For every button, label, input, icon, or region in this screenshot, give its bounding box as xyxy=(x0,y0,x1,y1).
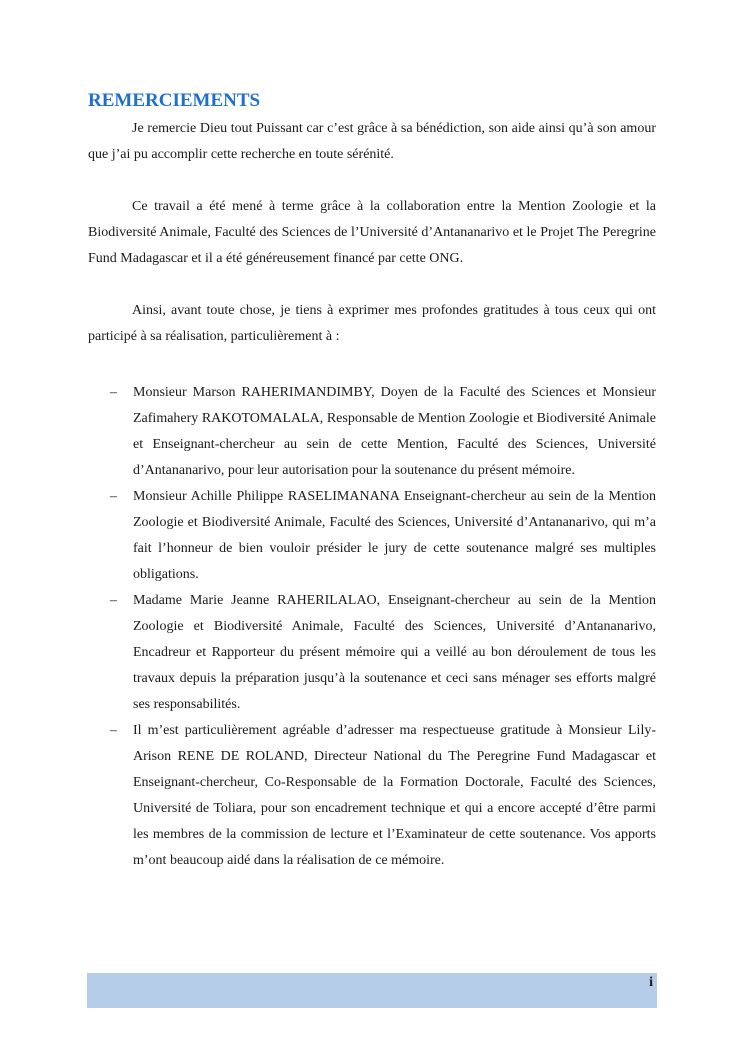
bullet-dash: – xyxy=(110,385,117,400)
list-item-text: Monsieur Achille Philippe RASELIMANANA Enseignant-chercheur au sein de la Mention Zoologie et Biodiversité Animale, Faculté des Sciences, Université d’Antananarivo, qui m’a fait l’honneur de bien vouloir présider le jury de cette soutenance malgré ses multiples obligations. xyxy=(133,489,656,582)
paragraph-gratitude: Ainsi, avant toute chose, je tiens à exprimer mes profondes gratitudes à tous ceux qui ont participé à sa réalisation, particulièrement à : xyxy=(88,303,656,344)
spacer xyxy=(88,350,656,380)
thanks-list xyxy=(88,380,656,874)
paragraph-intro: Je remercie Dieu tout Puissant car c’est grâce à sa bénédiction, son aide ainsi qu’à son amour que j’ai pu accomplir cette recherche en toute sérénité. xyxy=(88,121,656,162)
list-item xyxy=(88,484,656,588)
page-number: i xyxy=(649,975,653,990)
list-item xyxy=(88,718,656,874)
list-item-text: Madame Marie Jeanne RAHERILALAO, Enseignant-chercheur au sein de la Mention Zoologie et Biodiversité Animale, Faculté des Sciences, Université d’Antananarivo, Encadreur et Rapporteur du présent mémoire qui a veillé au bon déroulement de tous les travaux depuis la préparation jusqu’à la soutenance et ceci sans ménager ses efforts malgré ses responsabilités. xyxy=(133,593,656,712)
list-item xyxy=(88,380,656,484)
bullet-dash: – xyxy=(110,489,117,504)
page-footer xyxy=(87,973,657,1008)
list-item-text: Monsieur Marson RAHERIMANDIMBY, Doyen de la Faculté des Sciences et Monsieur Zafimahery RAKOTOMALALA, Responsable de Mention Zoologie et Biodiversité Animale et Enseignant-chercheur au sein de cette Mention, Faculté des Sciences, Université d’Antananarivo, pour leur autorisation pour la soutenance du présent mémoire. xyxy=(133,385,656,478)
page-title: REMERCIEMENTS xyxy=(88,90,261,111)
spacer xyxy=(88,272,656,298)
spacer xyxy=(88,168,656,194)
bullet-dash: – xyxy=(110,723,117,738)
list-item-text: Il m’est particulièrement agréable d’adresser ma respectueuse gratitude à Monsieur Lily-Arison RENE DE ROLAND, Directeur National du The Peregrine Fund Madagascar et Enseignant-chercheur, Co-Responsable de la Formation Doctorale, Faculté des Sciences, Université de Toliara, pour son encadrement technique et qui a encore accepté d’être parmi les membres de la commission de lecture et l’Examinateur de cette soutenance. Vos apports m’ont beaucoup aidé dans la réalisation de ce mémoire. xyxy=(133,723,656,868)
list-item xyxy=(88,588,656,718)
bullet-dash: – xyxy=(110,593,117,608)
document-page xyxy=(88,86,656,874)
paragraph-collaboration: Ce travail a été mené à terme grâce à la collaboration entre la Mention Zoologie et la Biodiversité Animale, Faculté des Sciences de l’Université d’Antananarivo et le Projet The Peregrine Fund Madagascar et il a été généreusement financé par cette ONG. xyxy=(88,199,656,266)
